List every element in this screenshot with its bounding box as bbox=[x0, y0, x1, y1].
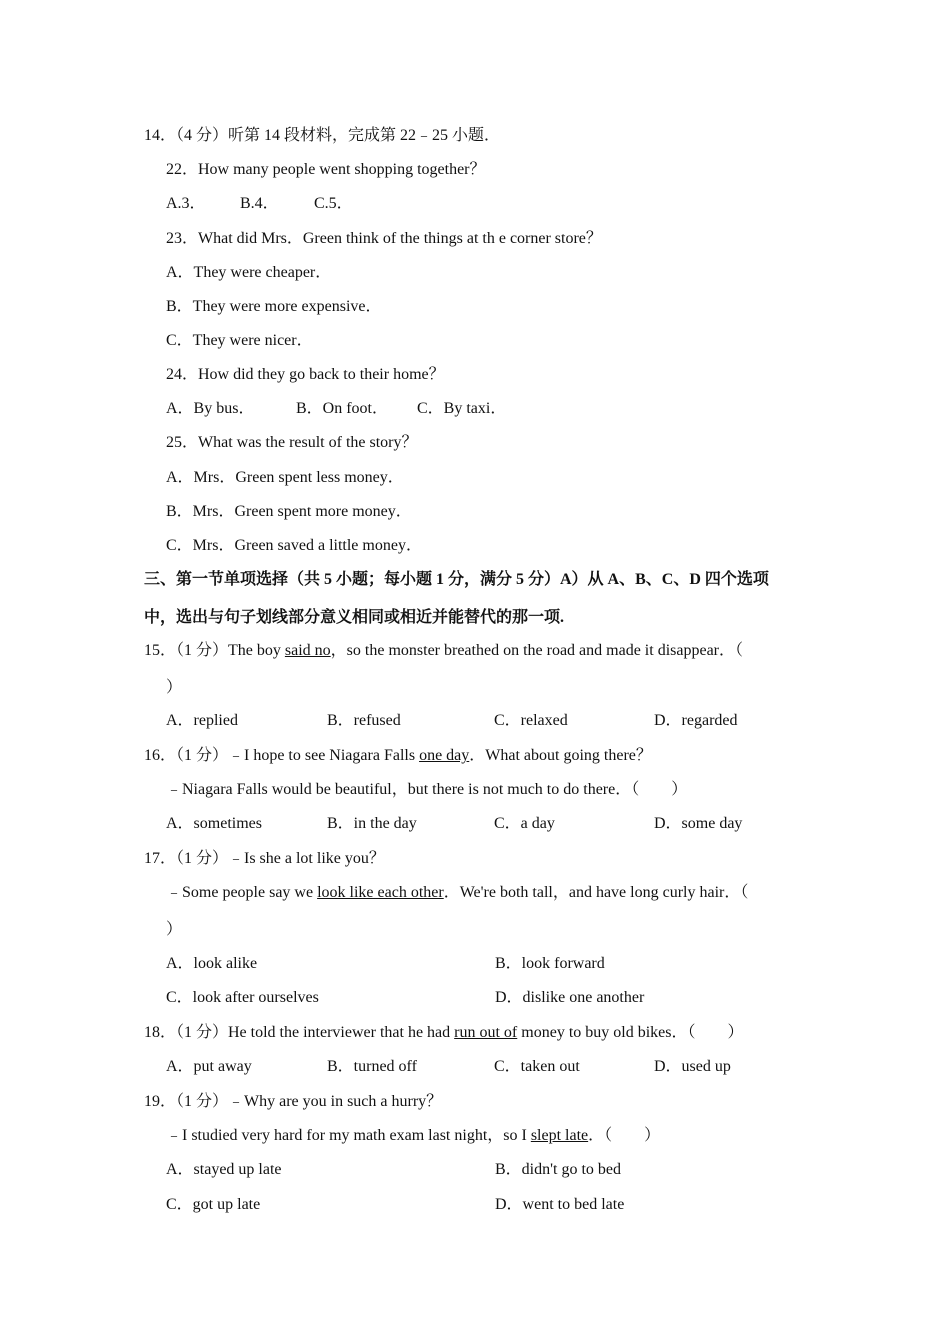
q18-stem-post: money to buy old bikes．（ ） bbox=[517, 1024, 744, 1041]
q24-stem: 24．How did they go back to their home？ bbox=[166, 366, 445, 383]
q24-option-b: B．On foot． bbox=[296, 400, 389, 417]
q23-option-c: C．They were nicer． bbox=[166, 332, 313, 349]
q17-response-pre: ﹣Some people say we bbox=[166, 884, 318, 901]
q17-response bbox=[166, 883, 748, 903]
q16-option-c: C．a day bbox=[494, 815, 555, 832]
section-3-instruction-line-1: 三、第一节单项选择（共 5 小题；每小题 1 分，满分 5 分）A）从 A、B、C、D 四个选项 bbox=[144, 571, 769, 588]
q22-options bbox=[166, 194, 353, 214]
q16-stem bbox=[144, 746, 652, 766]
q19-option-d: D．went to bed late bbox=[495, 1196, 625, 1213]
q25-stem: 25．What was the result of the story？ bbox=[166, 434, 418, 451]
q17-option-a: A．look alike bbox=[166, 955, 258, 972]
q25-option-a: A．Mrs．Green spent less money． bbox=[166, 469, 404, 486]
q17-stem: 17．（1 分）﹣Is she a lot like you？ bbox=[144, 850, 385, 867]
q16-underlined-phrase: one day bbox=[419, 747, 470, 764]
q23-option-a: A．They were cheaper． bbox=[166, 264, 332, 281]
q15-option-d: D．regarded bbox=[654, 712, 738, 729]
q19-underlined-phrase: slept late bbox=[530, 1127, 589, 1144]
q16-stem-pre: 16．（1 分）﹣I hope to see Niagara Falls bbox=[144, 747, 420, 764]
q19-option-c: C．got up late bbox=[166, 1196, 261, 1213]
q19-response-pre: ﹣I studied very hard for my math exam last night，so I bbox=[166, 1127, 531, 1144]
q15-paren-close: ） bbox=[166, 679, 183, 696]
q19-stem: 19．（1 分）﹣Why are you in such a hurry？ bbox=[144, 1093, 443, 1110]
q17-underlined-phrase: look like each other bbox=[317, 884, 444, 901]
q19-response bbox=[166, 1126, 660, 1146]
q16-option-a: A．sometimes bbox=[166, 815, 262, 832]
q25-option-b: B．Mrs．Green spent more money． bbox=[166, 503, 412, 520]
section-3-instruction-line-2: 中，选出与句子划线部分意义相同或相近并能替代的那一项. bbox=[144, 609, 565, 626]
q19-response-post: ．（ ） bbox=[588, 1127, 661, 1144]
q23-option-b: B．They were more expensive． bbox=[166, 298, 382, 315]
q19-option-a: A．stayed up late bbox=[166, 1161, 282, 1178]
q18-option-c: C．taken out bbox=[494, 1058, 580, 1075]
q18-option-d: D．used up bbox=[654, 1058, 731, 1075]
q18-option-b: B．turned off bbox=[327, 1058, 417, 1075]
q15-option-b: B．refused bbox=[327, 712, 401, 729]
q16-stem-post: ．What about going there？ bbox=[469, 747, 652, 764]
q17-option-d: D．dislike one another bbox=[495, 989, 645, 1006]
q15-options bbox=[166, 711, 738, 731]
q17-response-post: ．We're both tall，and have long curly hair．（ bbox=[443, 884, 749, 901]
q22-option-b: B.4． bbox=[240, 195, 279, 212]
q22-option-a: A.3． bbox=[166, 195, 206, 212]
q15-stem bbox=[144, 641, 743, 661]
q15-option-a: A．replied bbox=[166, 712, 238, 729]
q22-stem: 22．How many people went shopping together？ bbox=[166, 161, 486, 178]
q16-option-d: D．some day bbox=[654, 815, 743, 832]
q18-stem-pre: 18．（1 分）He told the interviewer that he had bbox=[144, 1024, 455, 1041]
q24-option-a: A．By bus． bbox=[166, 400, 255, 417]
q15-stem-post: ，so the monster breathed on the road and made it disappear．（ bbox=[330, 642, 743, 659]
q24-option-c: C．By taxi． bbox=[417, 400, 507, 417]
q15-underlined-phrase: said no bbox=[284, 642, 331, 659]
q15-stem-pre: 15．（1 分）The boy bbox=[144, 642, 285, 659]
q22-option-c: C.5． bbox=[314, 195, 353, 212]
q17-option-b: B．look forward bbox=[495, 955, 605, 972]
q16-options bbox=[166, 814, 742, 834]
q17-option-c: C．look after ourselves bbox=[166, 989, 319, 1006]
q18-options bbox=[166, 1057, 731, 1077]
q15-option-c: C．relaxed bbox=[494, 712, 568, 729]
q25-option-c: C．Mrs．Green saved a little money． bbox=[166, 537, 422, 554]
q19-option-b: B．didn't go to bed bbox=[495, 1161, 621, 1178]
q16-option-b: B．in the day bbox=[327, 815, 417, 832]
q18-stem bbox=[144, 1023, 743, 1043]
q18-option-a: A．put away bbox=[166, 1058, 252, 1075]
q24-options bbox=[166, 399, 506, 419]
q16-response: ﹣Niagara Falls would be beautiful，but there is not much to do there．（ ） bbox=[166, 781, 688, 798]
q14-header: 14．（4 分）听第 14 段材料，完成第 22﹣25 小题． bbox=[144, 127, 501, 144]
q17-paren-close: ） bbox=[166, 921, 183, 938]
q18-underlined-phrase: run out of bbox=[454, 1024, 518, 1041]
q23-stem: 23．What did Mrs．Green think of the things at th e corner store？ bbox=[166, 230, 602, 247]
